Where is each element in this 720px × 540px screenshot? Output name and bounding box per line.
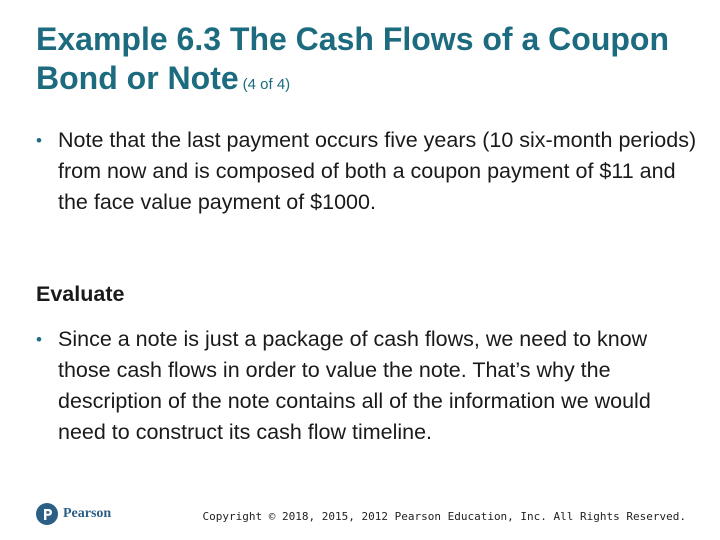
bullet-text: Note that the last payment occurs five years (10 six-month periods) from now and is composed of both a coupon payment of $11 and the face value payment of $1000. xyxy=(58,128,697,214)
bullet-text: Since a note is just a package of cash flows, we need to know those cash flows in order to value the note. That’s why the description of the note contains all of the information we would need to construct its cash flow timeline. xyxy=(58,327,651,444)
slide-title-main: Example 6.3 The Cash Flows of a Coupon Bond or Note xyxy=(36,21,669,96)
bullet-dot-icon: • xyxy=(36,131,42,150)
pearson-logo xyxy=(36,502,111,526)
slide-title-sub: (4 of 4) xyxy=(242,76,291,93)
section-heading-evaluate: Evaluate xyxy=(36,282,125,306)
bullet-dot-icon: • xyxy=(36,330,42,349)
slide-title xyxy=(36,20,696,104)
pearson-logo-text: Pearson xyxy=(63,506,112,521)
pearson-logo-icon xyxy=(36,503,58,525)
bullet-item-evaluate xyxy=(36,324,704,448)
bullet-item-note xyxy=(36,125,704,218)
copyright-notice: Copyright © 2018, 2015, 2012 Pearson Education, Inc. All Rights Reserved. xyxy=(202,510,686,523)
